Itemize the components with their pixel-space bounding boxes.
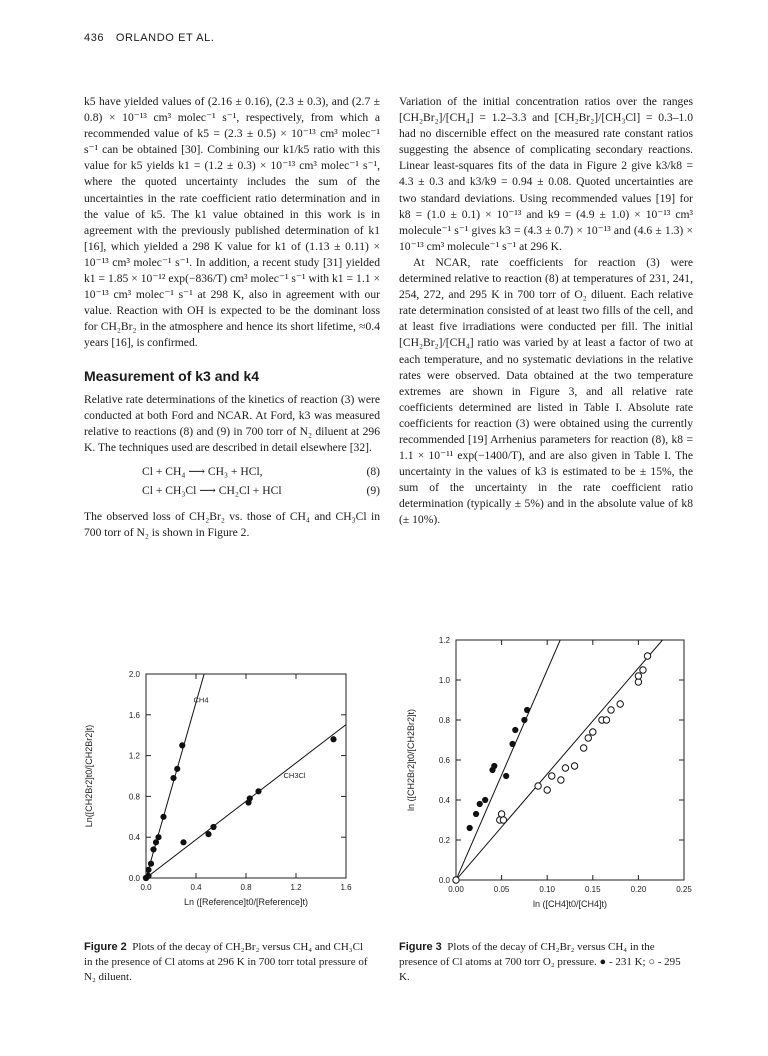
data-point — [585, 735, 591, 741]
y-tick-label: 1.6 — [128, 710, 140, 720]
data-point — [571, 763, 577, 769]
y-tick-label: 0.4 — [128, 833, 140, 843]
data-point — [156, 835, 161, 840]
x-tick-label: 1.2 — [290, 883, 302, 892]
data-point — [477, 801, 482, 806]
series-label: CH4 — [193, 695, 209, 705]
y-tick-label: 0.8 — [128, 792, 140, 802]
data-point — [492, 763, 497, 768]
data-point — [500, 817, 506, 823]
data-point — [175, 766, 180, 771]
data-point — [206, 832, 211, 837]
data-point — [608, 707, 614, 713]
paragraph: Variation of the initial concentration ratios over the ranges [CH₂Br₂]/[CH₄] = 1.2–3.3 and [CH₂Br₂]/[CH₃Cl] = 0.3–1.0 had no discernible effect on the measured rate constant ratios suggesting the absence of complicating secondary reactions. Linear least-squares fits of the data in Figure 2 give k3/k8 = 4.3 ± 0.3 and k3/k9 = 0.94 ± 0.08. Quoted uncertainties are two standard deviations. Using recommended values [19] for k8 = (1.0 ± 0.1) × 10⁻¹³ and k9 = (4.9 ± 1.0) × 10⁻¹³ cm³ molecule⁻¹ s⁻¹ gives k3 = (4.3 ± 0.7) × 10⁻¹³ and (4.6 ± 1.3) × 10⁻¹³ cm³ molecule⁻¹ s⁻¹ at 296 K. — [399, 95, 693, 253]
x-tick-label: 0.4 — [190, 883, 202, 892]
data-point — [617, 701, 623, 707]
data-point — [525, 707, 530, 712]
figure-3-svg — [398, 628, 698, 918]
data-point — [504, 773, 509, 778]
x-tick-label: 0.05 — [493, 885, 510, 894]
page-number: 436 — [84, 32, 105, 44]
data-point — [510, 741, 515, 746]
data-point — [640, 667, 646, 673]
x-tick-label: 0.15 — [585, 885, 601, 894]
data-point — [171, 775, 176, 780]
data-point — [549, 773, 555, 779]
equations — [84, 464, 380, 499]
y-axis-label: ln ([CH2Br2]t0/[CH2Br2]t) — [406, 708, 416, 812]
data-point — [513, 727, 518, 732]
fit-line-295-K — [456, 640, 662, 880]
figure-3-chart — [398, 628, 698, 918]
x-axis-label: ln ([CH4]t0/[CH4]t) — [532, 899, 608, 909]
fit-line-231-K — [456, 640, 560, 880]
data-point — [635, 679, 641, 685]
figure-3-caption: Figure 3 Plots of the decay of CH₂Br₂ versus CH₄ in the presence of Cl atoms at 700 torr O₂ pressure. ● - 231 K; ○ - 295 K. — [399, 941, 681, 983]
plot-frame — [456, 640, 684, 880]
paragraph: The observed loss of CH₂Br₂ vs. those of CH₄ and CH₃Cl in 700 torr of N₂ is shown in Figure 2. — [84, 510, 380, 540]
data-point — [247, 796, 252, 801]
x-axis-label: Ln ([Reference]t0/[Reference]t) — [183, 897, 309, 907]
plot-frame — [146, 674, 346, 878]
data-point — [644, 653, 650, 659]
y-tick-label: 1.0 — [438, 676, 450, 685]
x-tick-label: 1.6 — [340, 883, 352, 892]
data-point — [522, 717, 527, 722]
data-point — [211, 824, 216, 829]
data-point — [467, 825, 472, 830]
y-tick-label: 0.4 — [438, 796, 450, 805]
paragraph: At NCAR, rate coefficients for reaction (3) were determined relative to reaction (8) at temperatures of 231, 241, 254, 272, and 295 K in 700 torr of O₂ diluent. Each relative rate determination consisted of at least two fills of the cell, and at least five irradiations were conducted per fill. The initial [CH₂Br₂]/[CH₄] ratio was varied by at least a factor of two at each temperature, and no systematic deviations in the relative rates were observed. Data obtained at the two temperature extremes are shown in Figure 3, and all relative rate coefficients determined are listed in Table I. Absolute rate coefficients for reaction (3) were obtained using the currently recommended [19] Arrhenius parameters for reaction (8), k8 = 1.1 × 10⁻¹¹ exp(−1400/T), and are also given in Table I. The uncertainty in the values of k3 is estimated to be ± 15%, the sum of the uncertainty in the rate coefficient ratio determination (typically ± 5%) and in the absolute value of k8 (± 10%). — [399, 255, 693, 527]
data-point — [562, 765, 568, 771]
data-point — [181, 840, 186, 845]
data-point — [558, 777, 564, 783]
data-point — [151, 847, 156, 852]
data-point — [544, 787, 550, 793]
data-point — [635, 673, 641, 679]
text-column-right — [399, 94, 693, 529]
x-tick-label: 0.00 — [448, 885, 464, 894]
y-tick-label: 0.6 — [438, 756, 450, 765]
x-tick-label: 0.0 — [140, 883, 152, 892]
data-point — [256, 789, 261, 794]
y-tick-label: 0.8 — [438, 716, 450, 725]
data-point — [603, 717, 609, 723]
data-point — [580, 745, 586, 751]
data-point — [180, 743, 185, 748]
data-point — [331, 737, 336, 742]
data-point — [153, 840, 158, 845]
paragraph: Relative rate determinations of the kinetics of reaction (3) were conducted at both Ford and NCAR. At Ford, k3 was measured relative to reactions (8) and (9) in 700 torr of N₂ diluent at 296 K. The techniques used are described in detail elsewhere [32]. — [84, 392, 380, 454]
y-axis-label: Ln([CH2Br2]t0/[CH2Br2]t) — [84, 724, 94, 828]
figure-2-chart — [70, 660, 370, 925]
paragraph: k5 have yielded values of (2.16 ± 0.16), (2.3 ± 0.3), and (2.7 ± 0.8) × 10⁻¹³ cm³ molec⁻¹ s⁻¹, respectively, from which a recommended value of k5 = (2.3 ± 0.5) × 10⁻¹³ cm³ molec⁻¹ s⁻¹ can be obtained [30]. Combining our k1/k5 ratio with this value for k5 yields k1 = (1.2 ± 0.3) × 10⁻¹³ cm³ molec⁻¹ s⁻¹, where the quoted uncertainty includes the sum of the uncertainties in the rate coefficient ratio determination and in the value of k5. The k1 value obtained in this work is in agreement with the previously published determination of k1 [16], which yielded a 298 K value for k1 of (1.13 ± 0.11) × 10⁻¹³ cm³ molec⁻¹ s⁻¹. In addition, a recent study [31] yielded k1 = 1.85 × 10⁻¹² exp(−836/T) cm³ molec⁻¹ s⁻¹ with k1 = 1.1 × 10⁻¹³ cm³ molec⁻¹ s⁻¹ at 298 K, also in agreement with our value. Reaction with OH is expected to be the dominant loss for CH₂Br₂ in the atmosphere and hence its short lifetime, ≈0.4 years [16], is confirmed. — [84, 95, 380, 350]
data-point — [161, 814, 166, 819]
data-point — [498, 811, 504, 817]
x-tick-label: 0.10 — [539, 885, 555, 894]
data-point — [146, 867, 151, 872]
x-tick-label: 0.25 — [676, 885, 692, 894]
text-column-left — [84, 94, 380, 541]
y-tick-label: 0.0 — [438, 876, 450, 885]
running-header — [84, 32, 222, 44]
y-tick-label: 0.0 — [128, 874, 140, 883]
x-tick-label: 0.8 — [240, 883, 252, 892]
running-head: ORLANDO ET AL. — [115, 32, 215, 44]
equation-8: Cl + CH₄ ⟶ CH₃ + HCl, (8) — [142, 464, 380, 478]
y-tick-label: 1.2 — [128, 751, 140, 761]
data-point — [590, 729, 596, 735]
figure-2-svg — [70, 660, 370, 925]
data-point — [148, 861, 153, 866]
y-tick-label: 1.2 — [438, 636, 450, 645]
data-point — [535, 783, 541, 789]
section-heading: Measurement of k3 and k4 — [84, 367, 260, 384]
series-label: CH3Cl — [283, 771, 306, 781]
y-tick-label: 2.0 — [128, 670, 140, 679]
data-point — [146, 873, 151, 878]
data-point — [453, 877, 459, 883]
data-point — [473, 811, 478, 816]
x-tick-label: 0.20 — [630, 885, 647, 894]
data-point — [483, 797, 488, 802]
equation-9: Cl + CH₃Cl ⟶ CH₂Cl + HCl (9) — [142, 484, 380, 498]
figure-2-caption: Figure 2 Plots of the decay of CH₂Br₂ versus CH₄ and CH₃Cl in the presence of Cl atoms at 296 K in 700 torr total pressure of N₂ diluent. — [84, 941, 368, 983]
y-tick-label: 0.2 — [438, 836, 450, 845]
